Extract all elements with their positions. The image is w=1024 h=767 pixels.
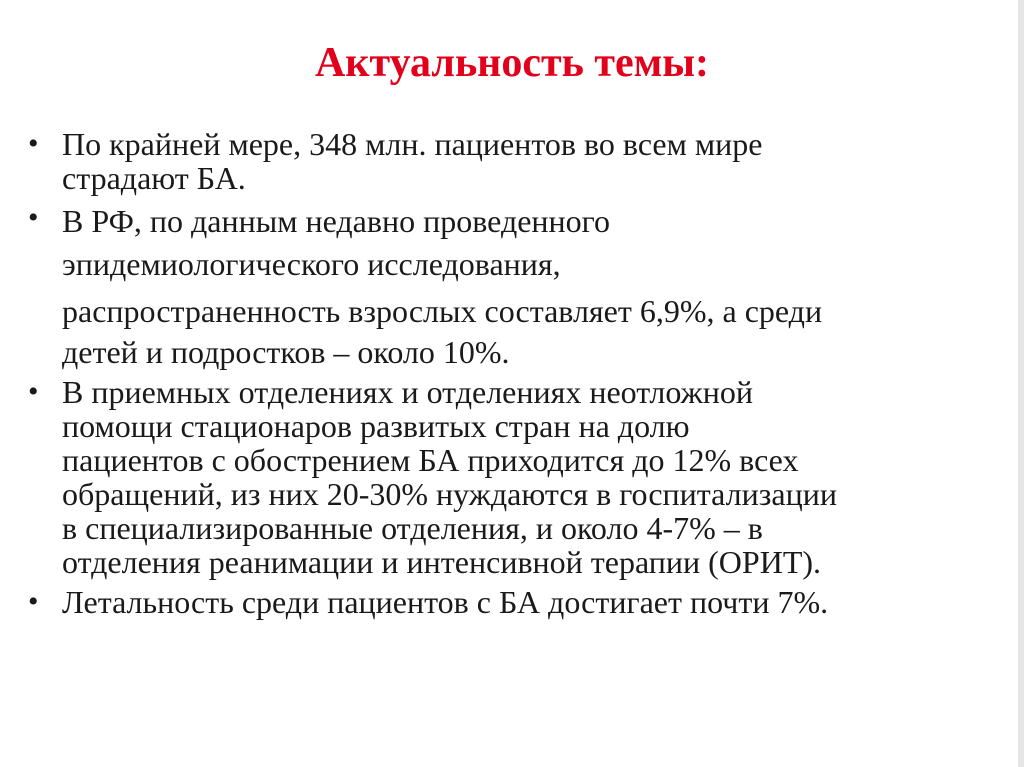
bullet-item-mortality [28,585,1003,619]
bullet-text-line: По крайней мере, 348 млн. пациентов во всем мире [62,126,763,162]
bullet-item-patients-worldwide [28,127,1003,195]
bullet-text-line: детей и подростков – около 10%. [62,334,510,370]
bullet-text-line: эпидемиологического исследования, [62,246,561,282]
bullet-text-line: отделения реанимации и интенсивной терапии (ОРИТ). [62,544,822,580]
bullet-text-line: пациентов с обострением БА приходится до 12% всех [62,442,799,478]
bullet-text-line: В приемных отделениях и отделениях неотложной [62,374,753,410]
bullet-text-line: в специализированные отделения, и около 4-7% – в [62,510,763,546]
bullet-marker: • [28,375,39,408]
bullet-item-rf-prevalence [28,201,1003,369]
bullet-item-emergency-departments [28,375,1003,579]
bullet-list [28,127,1003,625]
bullet-text-line: помощи стационаров развитых стран на долю [62,408,690,444]
bullet-text-line: страдают БА. [62,160,246,196]
bullet-text-line: Летальность среди пациентов с БА достигает почти 7%. [62,584,829,620]
bullet-marker: • [28,127,39,160]
bullet-text-line: обращений, из них 20-30% нуждаются в госпитализации [62,476,837,512]
slide-edge-divider [1018,0,1024,767]
bullet-marker: • [28,201,39,234]
bullet-text-line: распространенность взрослых составляет 6,9%, а среди [62,293,823,329]
bullet-marker: • [28,585,39,618]
slide-title: Актуальность темы: [314,40,710,86]
bullet-text-line: В РФ, по данным недавно проведенного [62,203,610,239]
